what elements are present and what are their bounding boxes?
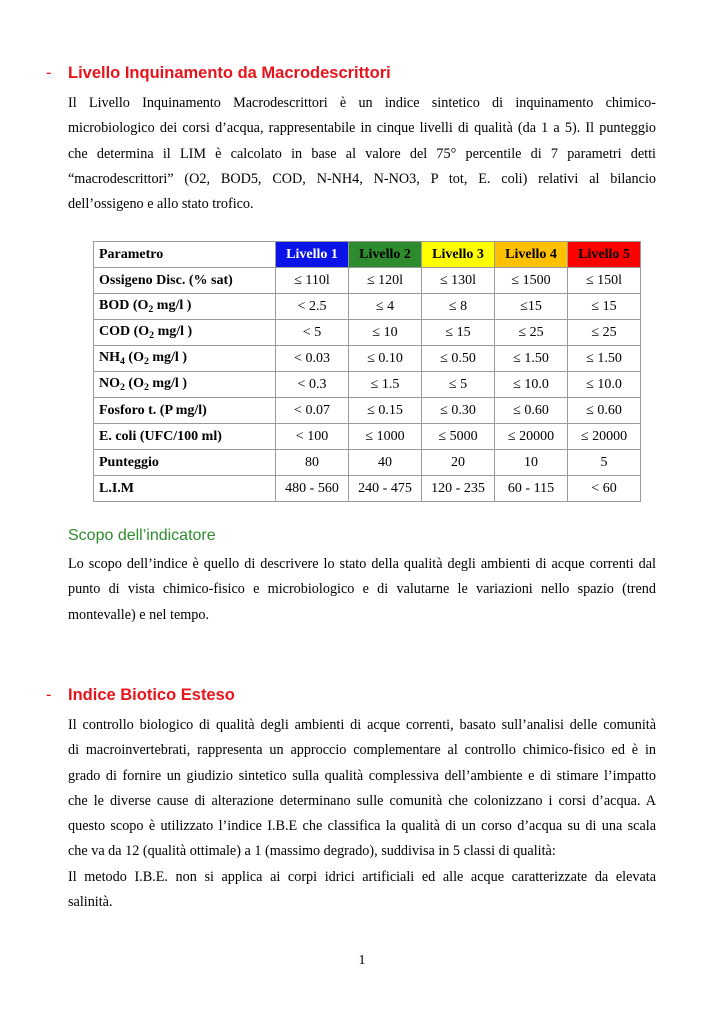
header-cell-livello-1: Livello 1 — [276, 242, 349, 268]
table-row — [94, 398, 641, 424]
header-cell-livello-4: Livello 4 — [495, 242, 568, 268]
parameter-subscript: 2 — [143, 356, 149, 367]
level-5-value-cell: < 60 — [568, 476, 641, 502]
parameter-cell: L.I.M — [94, 476, 276, 502]
parameter-subscript: 2 — [120, 382, 125, 393]
table-row — [94, 372, 641, 398]
paragraph-line: che determina il LIM è calcolato in base al valore del 75° percentile di 7 parametri detti — [68, 145, 656, 162]
level-3-value-cell: ≤ 8 — [422, 294, 495, 320]
parameter-subscript: 4 — [120, 356, 125, 367]
paragraph-line: che va da 12 (qualità ottimale) a 1 (massimo degrado), suddivisa in 5 classi di qualità: — [68, 843, 556, 860]
paragraph-line: “macrodescrittori” (O2, BOD5, COD, N-NH4, N-NO3, P tot, E. coli) relativi al bilancio — [68, 170, 656, 187]
header-cell-parametro: Parametro — [94, 242, 276, 268]
level-3-value-cell: ≤ 5000 — [422, 424, 495, 450]
level-2-value-cell: ≤ 120l — [349, 268, 422, 294]
page-number: 1 — [358, 953, 366, 968]
parameter-text: (O — [124, 350, 144, 365]
level-5-value-cell: ≤ 25 — [568, 320, 641, 346]
bullet-dash: - — [46, 64, 52, 82]
paragraph-line: Il metodo I.B.E. non si applica ai corpi idrici artificiali ed alle acque caratterizzate da elevata — [68, 869, 656, 885]
level-2-value-cell: 40 — [349, 450, 422, 476]
level-3-value-cell: ≤ 130l — [422, 268, 495, 294]
level-1-value-cell: ≤ 110l — [276, 268, 349, 294]
parameter-text: NO — [99, 376, 120, 391]
parameter-cell: Ossigeno Disc. (% sat) — [94, 268, 276, 294]
paragraph-line: punto di vista chimico-fisico e microbiologico e di valutarne le variazioni nello spazio (trend — [68, 581, 656, 598]
parameter-text: COD (O — [99, 324, 150, 339]
table-row — [94, 450, 641, 476]
parameter-text: mg/l ) — [154, 324, 193, 339]
ibe-paragraph — [68, 713, 656, 865]
scope-paragraph — [68, 552, 656, 628]
parameter-text: mg/l ) — [148, 376, 187, 391]
level-4-value-cell: ≤ 1.50 — [495, 346, 568, 372]
section-title-text: Indice Biotico Esteso — [68, 686, 235, 704]
header-cell-livello-5: Livello 5 — [568, 242, 641, 268]
level-5-value-cell: ≤ 150l — [568, 268, 641, 294]
level-3-value-cell: 20 — [422, 450, 495, 476]
section-heading-lim — [46, 64, 391, 83]
level-4-value-cell: ≤ 1500 — [495, 268, 568, 294]
table-row — [94, 294, 641, 320]
lim-description-paragraph — [68, 91, 656, 217]
level-4-value-cell: ≤ 20000 — [495, 424, 568, 450]
level-3-value-cell: ≤ 15 — [422, 320, 495, 346]
paragraph-line: salinità. — [68, 894, 113, 911]
level-2-value-cell: ≤ 0.10 — [349, 346, 422, 372]
table-header-row — [94, 242, 641, 268]
level-1-value-cell: 480 - 560 — [276, 476, 349, 502]
level-3-value-cell: ≤ 0.30 — [422, 398, 495, 424]
level-2-value-cell: ≤ 1.5 — [349, 372, 422, 398]
level-4-value-cell: 10 — [495, 450, 568, 476]
parameter-cell — [94, 372, 276, 398]
parameter-text: BOD (O — [99, 298, 149, 313]
table-row — [94, 476, 641, 502]
table-row — [94, 268, 641, 294]
bullet-dash: - — [46, 686, 52, 704]
level-5-value-cell: ≤ 10.0 — [568, 372, 641, 398]
level-3-value-cell: ≤ 0.50 — [422, 346, 495, 372]
level-2-value-cell: 240 - 475 — [349, 476, 422, 502]
ibe-paragraph-2 — [68, 865, 656, 916]
paragraph-line: Lo scopo dell’indice è quello di descrivere lo stato della qualità degli ambienti di acque correnti dal — [68, 556, 656, 572]
parameter-cell — [94, 294, 276, 320]
level-1-value-cell: < 0.07 — [276, 398, 349, 424]
parameter-subscript: 2 — [148, 304, 154, 315]
parameter-cell — [94, 320, 276, 346]
level-2-value-cell: ≤ 4 — [349, 294, 422, 320]
level-5-value-cell: ≤ 1.50 — [568, 346, 641, 372]
paragraph-line: grado di fornire un giudizio sintetico sulla qualità complessiva dell’ambiente e di stimare l’impatto — [68, 767, 656, 784]
level-4-value-cell: ≤ 25 — [495, 320, 568, 346]
level-5-value-cell: ≤ 20000 — [568, 424, 641, 450]
paragraph-line: che le diverse cause di alterazione determinano sulle comunità che colonizzano i corsi d’acqua. A — [68, 792, 656, 809]
parameter-text: (O — [124, 376, 144, 391]
level-3-value-cell: ≤ 5 — [422, 372, 495, 398]
level-1-value-cell: < 2.5 — [276, 294, 349, 320]
table-row — [94, 424, 641, 450]
paragraph-line: Il controllo biologico di qualità degli ambienti di acque correnti, basato sull’analisi delle comunità — [68, 717, 656, 733]
scope-heading: Scopo dell’indicatore — [68, 527, 216, 544]
level-1-value-cell: < 0.03 — [276, 346, 349, 372]
level-1-value-cell: < 5 — [276, 320, 349, 346]
paragraph-line: dell’ossigeno e allo stato trofico. — [68, 196, 254, 213]
parameter-text: NH — [99, 350, 120, 365]
level-2-value-cell: ≤ 10 — [349, 320, 422, 346]
section-title-text: Livello Inquinamento da Macrodescrittori — [68, 64, 391, 82]
parameter-subscript: 2 — [143, 382, 149, 393]
paragraph-line: microbiologico dei corsi d’acqua, rappresentabile in cinque livelli di qualità (da 1 a 5). Il punteggio — [68, 120, 656, 137]
table-row — [94, 320, 641, 346]
level-4-value-cell: ≤ 0.60 — [495, 398, 568, 424]
level-4-value-cell: 60 - 115 — [495, 476, 568, 502]
parameter-cell: Punteggio — [94, 450, 276, 476]
level-5-value-cell: ≤ 15 — [568, 294, 641, 320]
section-heading-ibe — [46, 686, 235, 705]
header-cell-livello-3: Livello 3 — [422, 242, 495, 268]
level-1-value-cell: < 100 — [276, 424, 349, 450]
level-5-value-cell: ≤ 0.60 — [568, 398, 641, 424]
parameter-subscript: 2 — [149, 330, 155, 341]
level-2-value-cell: ≤ 0.15 — [349, 398, 422, 424]
paragraph-line: di macroinvertebrati, rappresenta un approccio complementare al controllo chimico-fisico ed è in — [68, 742, 656, 759]
paragraph-line: montevalle) e nel tempo. — [68, 606, 210, 623]
table-row — [94, 346, 641, 372]
lim-table — [93, 241, 641, 502]
level-1-value-cell: < 0.3 — [276, 372, 349, 398]
level-1-value-cell: 80 — [276, 450, 349, 476]
level-2-value-cell: ≤ 1000 — [349, 424, 422, 450]
paragraph-line: Il Livello Inquinamento Macrodescrittori è un indice sintetico di inquinamento chimico- — [68, 95, 656, 111]
level-3-value-cell: 120 - 235 — [422, 476, 495, 502]
parameter-cell: E. coli (UFC/100 ml) — [94, 424, 276, 450]
parameter-cell: Fosforo t. (P mg/l) — [94, 398, 276, 424]
parameter-text: mg/l ) — [153, 298, 192, 313]
level-5-value-cell: 5 — [568, 450, 641, 476]
parameter-cell — [94, 346, 276, 372]
level-4-value-cell: ≤15 — [495, 294, 568, 320]
paragraph-line: questo scopo è utilizzato l’indice I.B.E che classifica la qualità di un corso d’acqua su di una scala — [68, 818, 656, 835]
header-cell-livello-2: Livello 2 — [349, 242, 422, 268]
level-4-value-cell: ≤ 10.0 — [495, 372, 568, 398]
parameter-text: mg/l ) — [148, 350, 187, 365]
